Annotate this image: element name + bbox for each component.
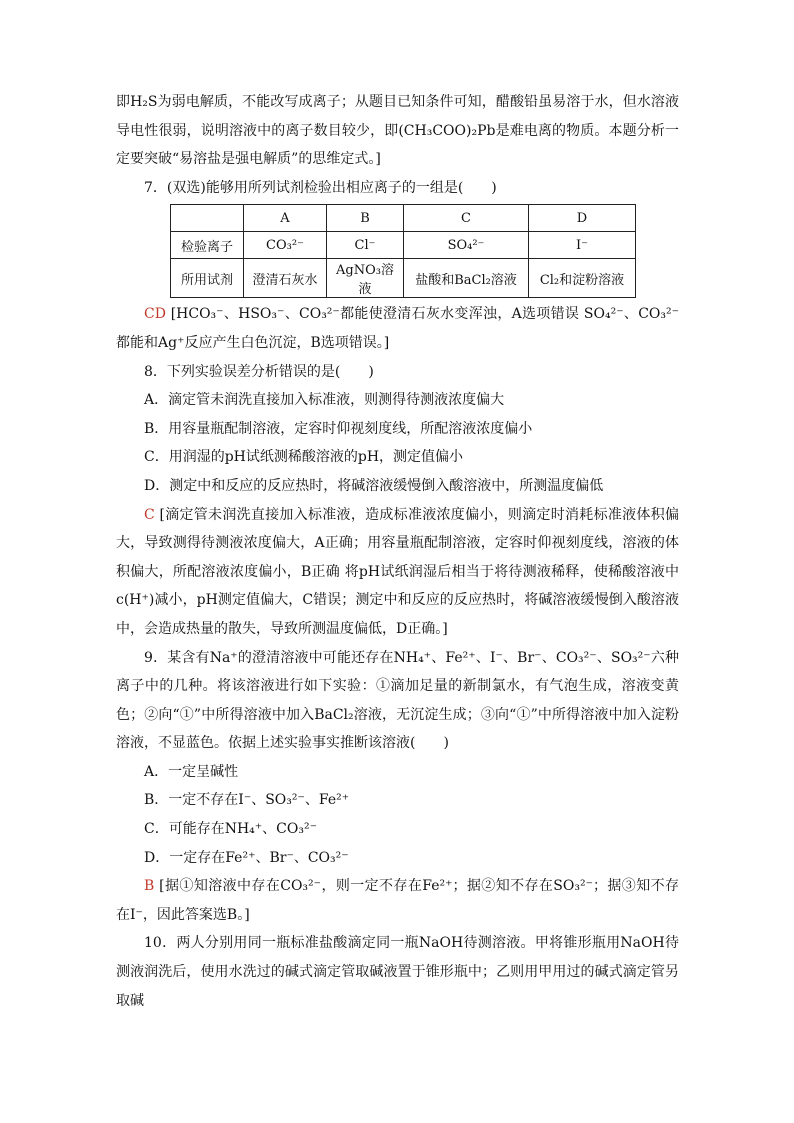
table-cell: AgNO₃溶液 xyxy=(327,259,404,298)
table-cell: Cl⁻ xyxy=(327,232,404,259)
answer-8 xyxy=(116,501,679,644)
answer-text: [滴定管未润洗直接加入标准液，造成标准液浓度偏小，则滴定时消耗标准液体积偏大，导致测得待测液浓度偏大，A正确；用容量瓶配制溶液，定容时仰视刻度线，溶液的体积偏大，所配溶液浓度偏小，B正确 将pH试纸润湿后相当于将待测液稀释，使稀酸溶液中c(H⁺)减小，pH测定值偏大，C错误；测定中和反应的反应热时，将碱溶液缓慢倒入酸溶液中，会造成热量的散失，导致所测温度偏低，D正确。] xyxy=(116,506,679,637)
table-cell: B xyxy=(327,205,404,232)
table-cell: A xyxy=(244,205,327,232)
document-page xyxy=(116,88,679,1015)
answer-text: [HCO₃⁻、HSO₃⁻、CO₃²⁻都能使澄清石灰水变浑浊，A选项错误 SO₄²⁻、CO₃²⁻都能和Ag⁺反应产生白色沉淀，B选项错误。] xyxy=(116,306,679,351)
table-cell: C xyxy=(404,205,529,232)
table-cell: CO₃²⁻ xyxy=(244,232,327,259)
answer-text: [据①知溶液中存在CO₃²⁻，则一定不存在Fe²⁺；据②知不存在SO₃²⁻；据③知不存在I⁻，因此答案选B。] xyxy=(116,878,679,923)
option-d: D．一定存在Fe²⁺、Br⁻、CO₃²⁻ xyxy=(144,849,349,866)
option-b: B．一定不存在I⁻、SO₃²⁻、Fe²⁺ xyxy=(144,792,350,809)
answer-letter: C xyxy=(144,506,155,523)
table-row xyxy=(171,232,636,259)
option-a: A．一定呈碱性 xyxy=(144,763,239,780)
option-b: B．用容量瓶配制溶液，定容时仰视刻度线，所配溶液浓度偏小 xyxy=(144,420,533,437)
table-row-label: 检验离子 xyxy=(171,232,244,259)
question-10: 10．两人分别用同一瓶标准盐酸滴定同一瓶NaOH待测溶液。甲将锥形瓶用NaOH待测液润洗后，使用水洗过的碱式滴定管取碱液置于锥形瓶中；乙则用甲用过的碱式滴定管另取碱 xyxy=(116,935,679,1009)
table-cell: 澄清石灰水 xyxy=(244,259,327,298)
answer-letter: B xyxy=(144,878,155,895)
table-cell: D xyxy=(529,205,636,232)
option-d: D．测定中和反应的反应热时，将碱溶液缓慢倒入酸溶液中，所测温度偏低 xyxy=(144,477,604,494)
table-row-label: 所用试剂 xyxy=(171,259,244,298)
paragraph-prev-explanation: 即H₂S为弱电解质，不能改写成离子；从题目已知条件可知，醋酸铅虽易溶于水，但水溶液导电性很弱，说明溶液中的离子数目较少，即(CH₃COO)₂Pb是难电离的物质。本题分析一定要突破“易溶盐是强电解质”的思维定式。] xyxy=(116,94,679,168)
table-cell: SO₄²⁻ xyxy=(404,232,529,259)
answer-letter: CD xyxy=(144,306,166,323)
option-a: A．滴定管未润洗直接加入标准液，则测得待测液浓度偏大 xyxy=(144,392,505,409)
table-cell: I⁻ xyxy=(529,232,636,259)
answer-9 xyxy=(116,872,679,929)
option-c: C．用润湿的pH试纸测稀酸溶液的pH，测定值偏小 xyxy=(144,449,464,466)
table-cell: 盐酸和BaCl₂溶液 xyxy=(404,259,529,298)
table-row xyxy=(171,259,636,298)
table-header-row xyxy=(171,205,636,232)
ion-test-table xyxy=(170,204,636,298)
table-cell: Cl₂和淀粉溶液 xyxy=(529,259,636,298)
table-cell xyxy=(171,205,244,232)
answer-7 xyxy=(116,300,679,357)
question-9: 9．某含有Na⁺的澄清溶液中可能还存在NH₄⁺、Fe²⁺、I⁻、Br⁻、CO₃²⁻、SO₃²⁻六种离子中的几种。将该溶液进行如下实验：①滴加足量的新制氯水，有气泡生成，溶液变黄色；②向“①”中所得溶液中加入BaCl₂溶液，无沉淀生成；③向“①”中所得溶液中加入淀粉溶液，不显蓝色。依据上述实验事实推断该溶液( ) xyxy=(116,649,679,752)
question-8: 8．下列实验误差分析错误的是( ) xyxy=(144,363,374,380)
option-c: C．可能存在NH₄⁺、CO₃²⁻ xyxy=(144,821,317,838)
question-7: 7．(双选)能够用所列试剂检验出相应离子的一组是( ) xyxy=(144,179,497,196)
